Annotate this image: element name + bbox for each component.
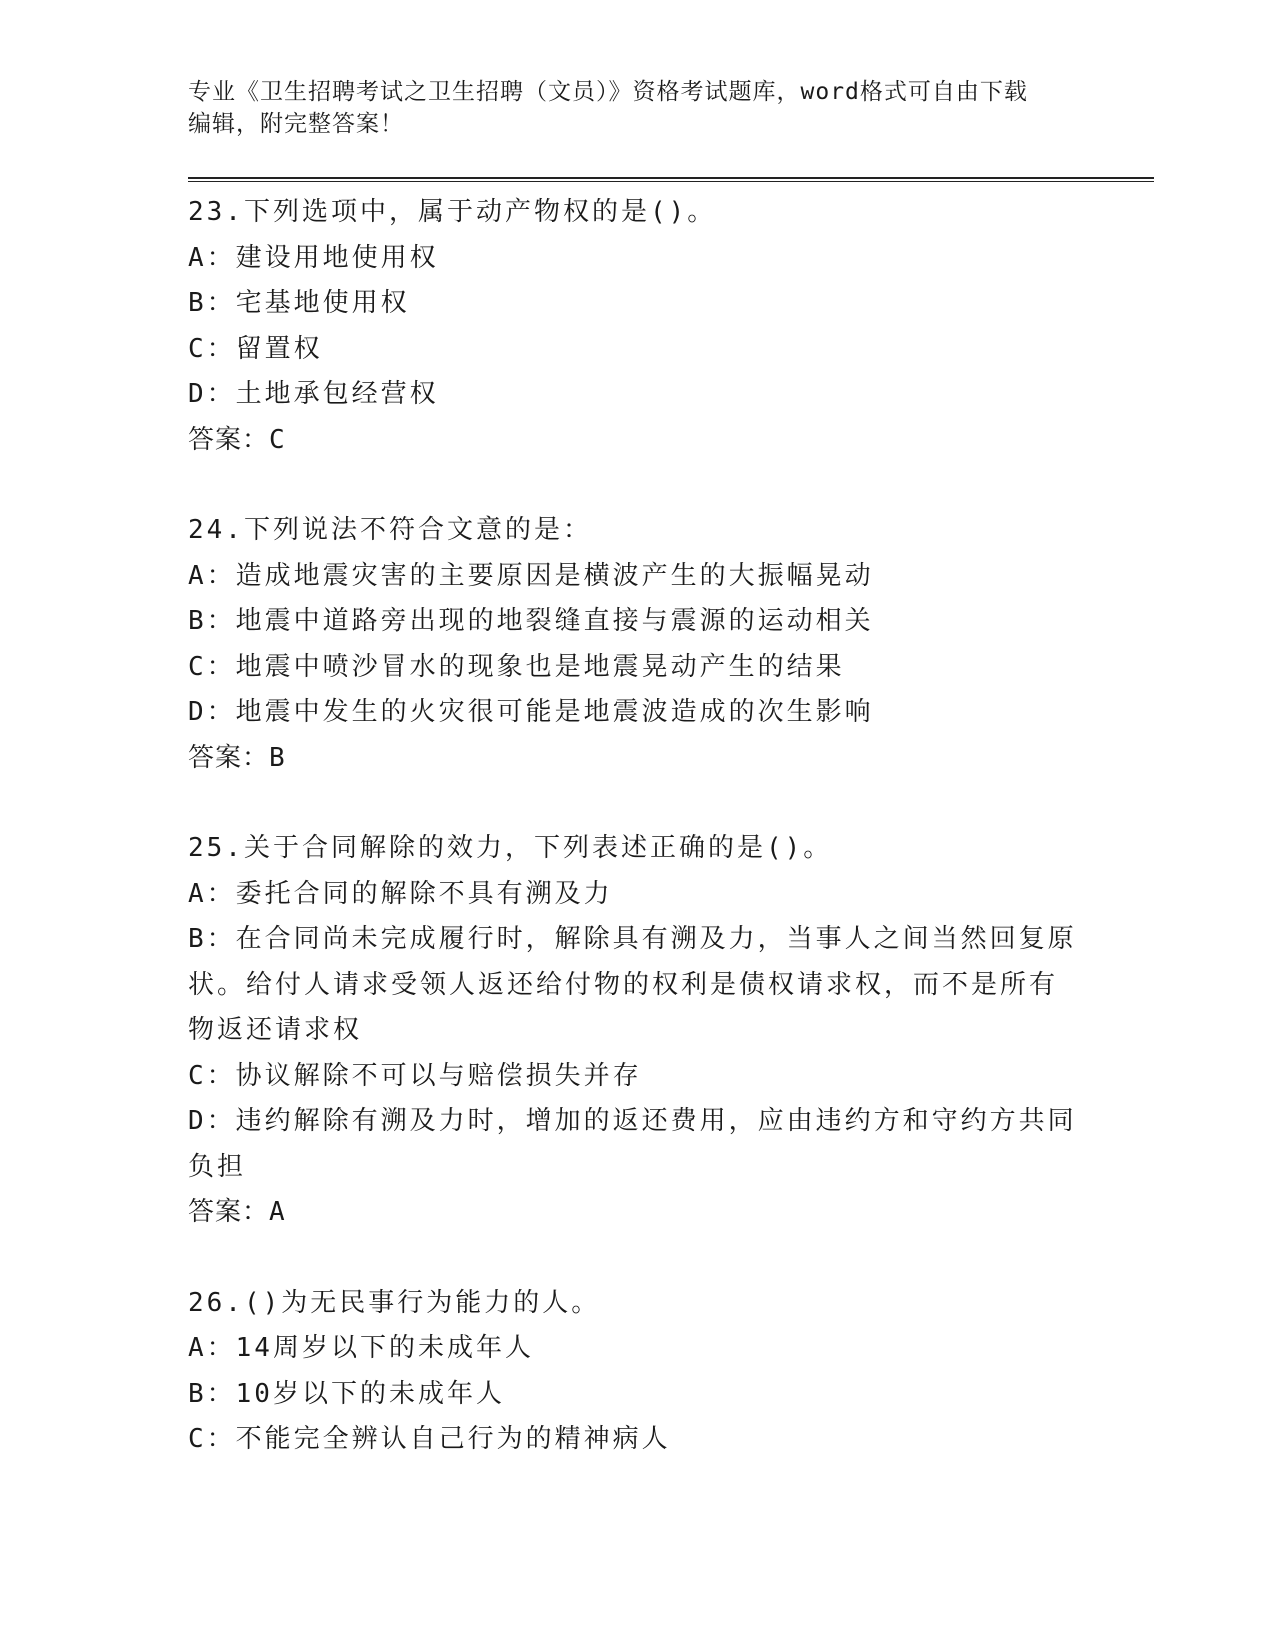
option-b-line-2: 状。给付人请求受领人返还给付物的权利是债权请求权，而不是所有	[188, 969, 1059, 1000]
option-c: C：留置权	[188, 333, 323, 364]
question-stem: 26.()为无民事行为能力的人。	[188, 1287, 601, 1318]
question-list	[188, 190, 1088, 1508]
option-c: C：地震中喷沙冒水的现象也是地震晃动产生的结果	[188, 651, 845, 682]
question-24	[188, 508, 1088, 781]
option-c: C：不能完全辨认自己行为的精神病人	[188, 1424, 671, 1454]
option-c: C：协议解除不可以与赔偿损失并存	[188, 1060, 642, 1091]
question-26	[188, 1281, 1088, 1463]
option-a: A：委托合同的解除不具有溯及力	[188, 878, 613, 909]
answer-label: 答案：B	[188, 742, 286, 773]
option-b: B：宅基地使用权	[188, 288, 410, 318]
option-b-line-1: B：在合同尚未完成履行时，解除具有溯及力，当事人之间当然回复原	[188, 924, 1077, 954]
question-stem: 25.关于合同解除的效力，下列表述正确的是()。	[188, 833, 833, 863]
option-d: D：土地承包经营权	[188, 379, 439, 409]
option-d-line-2: 负担	[188, 1151, 247, 1182]
question-25	[188, 826, 1088, 1236]
question-stem: 23.下列选项中，属于动产物权的是()。	[188, 197, 717, 227]
header-line-2: 编辑，附完整答案！	[188, 111, 404, 137]
answer-label: 答案：A	[188, 1197, 286, 1227]
option-d-line-1: D：违约解除有溯及力时，增加的返还费用，应由违约方和守约方共同	[188, 1106, 1077, 1136]
header-divider	[188, 177, 1154, 182]
option-d: D：地震中发生的火灾很可能是地震波造成的次生影响	[188, 697, 874, 727]
header-line-1: 专业《卫生招聘考试之卫生招聘（文员）》资格考试题库，word格式可自由下载	[188, 79, 1028, 105]
option-b-line-3: 物返还请求权	[188, 1015, 363, 1045]
option-a: A：14周岁以下的未成年人	[188, 1333, 534, 1363]
option-a: A：建设用地使用权	[188, 242, 439, 273]
question-stem: 24.下列说法不符合文意的是：	[188, 515, 592, 545]
option-b: B：地震中道路旁出现的地裂缝直接与震源的运动相关	[188, 606, 874, 636]
option-b: B：10岁以下的未成年人	[188, 1378, 505, 1409]
answer-label: 答案：C	[188, 424, 286, 455]
question-23	[188, 190, 1088, 463]
option-a: A：造成地震灾害的主要原因是横波产生的大振幅晃动	[188, 560, 874, 591]
document-header	[188, 76, 1068, 140]
